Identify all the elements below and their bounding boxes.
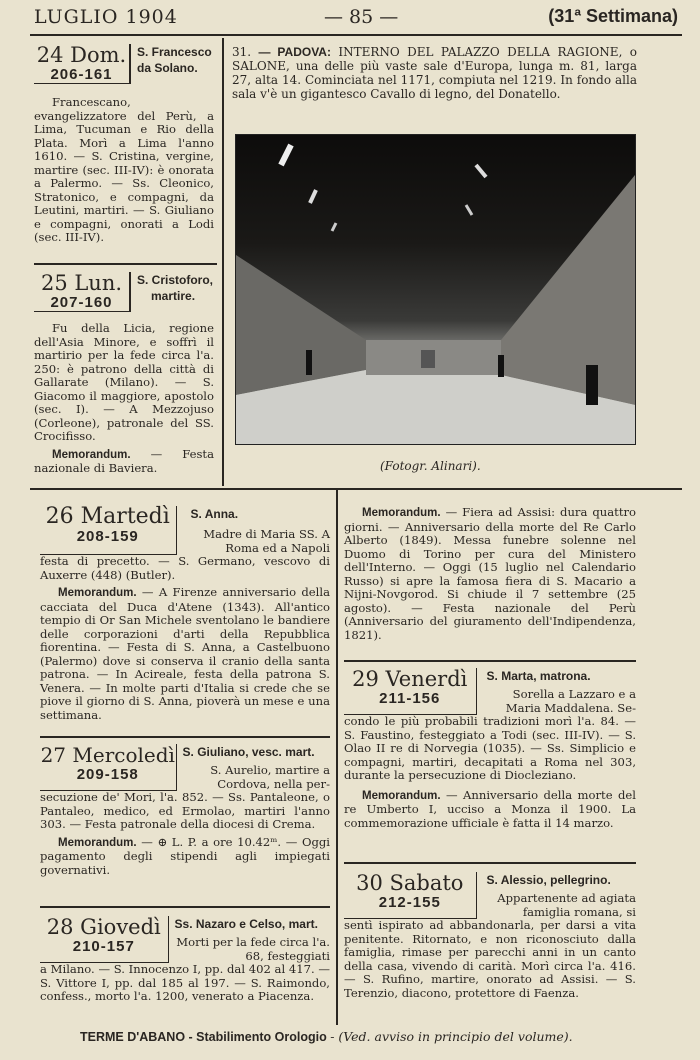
header-rule — [30, 34, 682, 36]
day-24-saint: S. Francesco da Solano. — [130, 44, 212, 84]
rule-26 — [40, 736, 330, 738]
rule-27 — [40, 906, 330, 908]
rule-24 — [34, 263, 217, 265]
day-24-number: 206-161 — [50, 66, 113, 83]
day-30-saint: S. Alessio, pellegrino. — [486, 873, 611, 887]
column-divider-bottom — [336, 490, 338, 1025]
rule-right-memo — [344, 660, 636, 662]
day-28-lead: Morti per la fede circa l'a. 68, festeggiati — [176, 935, 330, 963]
day-30-text: sentì ispirato ad abbandonarla, per darsi a vita penitente. Ritornato, e non riconosciuto dalla famiglia, rimase per parecchi anni in un canto della casa, vivendo di carità. Morì circa l'a. 416. — S. Rufino, martire, onorato ad Assisi. — S. Terenzio, diacono, protettore di Faenza. — [344, 918, 636, 1000]
day-27-box — [40, 744, 177, 791]
day-29-number: 211-156 — [379, 690, 441, 707]
day-30-box — [344, 872, 477, 919]
day-26-number: 208-159 — [76, 528, 139, 545]
day-28 — [40, 916, 330, 1004]
photo-drawing — [236, 135, 635, 444]
day-29-name: 29 Venerdì — [352, 667, 468, 691]
day-30 — [344, 872, 636, 1000]
day-29-box — [344, 668, 477, 715]
day-26-text: festa di precetto. — S. Germano, vescovo di Auxerre (448) (Butler). — [40, 554, 330, 582]
day-28-text: a Milano. — S. Innocenzo I, pp. dal 402 al 417. — S. Vittore I, pp. dal 185 al 197. — S. Raimondo, confess., morto l'a. 1200, venerato a Piacenza. — [40, 962, 330, 1003]
right-memo: Memorandum. — Fiera ad Assisi: dura quattro giorni. — Anniversario della morte del Re Carlo Alberto (1849). Messa funebre solenne nel Duomo di Torino per cura del Ministero dell'Interno. — Oggi (15 luglio nel Calendario Russo) si apre la famosa fiera di S. Macario a Nijni-Novgorod. Si chiude il 7 settembre (25 agosto). — Festa nazionale del Perù (Anniversario del giuramento dell'Indipendenza, 1821). — [344, 505, 636, 642]
day-26 — [40, 506, 330, 722]
day-26-saint: S. Anna. — [190, 507, 239, 521]
day-27-text: secuzione de' Mori, l'a. 852. — Ss. Pantaleone, o Pantaleo, medico, ed Ermolao, martiri l'anno 303. — Festa patronale della diocesi di Crema. — [40, 790, 330, 831]
day-28-saint: Ss. Nazaro e Celso, mart. — [174, 917, 318, 931]
day-25-memo: Memorandum. — Festa nazionale di Baviera. — [34, 446, 215, 475]
day-25-box — [34, 272, 130, 312]
day-25-number: 207-160 — [50, 294, 113, 311]
day-26-name: 26 Martedì — [45, 504, 170, 529]
day-25-text: Fu della Licia, regione dell'Asia Minore, e soffrì il martirio per la fede circa l'a. 250: è patrono della città di Gallarate (Milano). — S. Giacomo il maggiore, apostolo (sec. I). — A Mezzojuso (Corleone), patronale del SS. Crocifisso. — [34, 321, 214, 443]
padova-caption: 31. — PADOVA: INTERNO DEL PALAZZO DELLA RAGIONE, o SALONE, una delle più vaste sale d'Europa, lunga m. 81, larga 27, alta 14. Cominciata nel 1171, compiuta nel 1219. In fondo alla sala v'è un gigantesco Cavallo di legno, del Donatello. — [232, 45, 637, 101]
day-26-memo: Memorandum. — A Firenze anniversario della cacciata del Duca d'Atene (1343). All'antico tempio di Or San Michele sventolano le bandiere delle corporazioni d'arti della Repubblica fiorentina. — Festa di S. Anna, a Castelbuono (Palermo) dove si conserva il cranio della santa patrona. — In Acireale, festa della patrona S. Venera. — In molte parti d'Italia si crede che se piove il giorno di S. Anna, pioverà un mese e una settimana. — [40, 585, 330, 722]
day-27-name: 27 Mercoledì — [40, 743, 175, 767]
day-30-number: 212-155 — [378, 894, 441, 911]
photo-credit: (Fotogr. Alinari). — [380, 459, 481, 473]
padova-salone-photo — [235, 134, 636, 445]
day-27-memo: Memorandum. — ⊕ L. P. a ore 10.42ᵐ. — Oggi pagamento degli stipendi agli impiegati governativi. — [40, 834, 331, 877]
day-28-box — [40, 916, 169, 963]
month-year: LUGLIO 1904 — [34, 6, 178, 28]
day-24-text: Francescano, evangelizzatore del Perù, a Lima, Tucuman e Rio della Plata. Morì a Lima l'anno 1610. — S. Cristina, vergine, martire (sec. III-IV): è onorata a Palermo. — Ss. Cleonico, Stratonico, e compagni, da Leutini, martiri. — S. Giuliano e compagni, onorati a Lodi (sec. III-IV). — [34, 95, 214, 244]
day-24-name: 24 Dom. — [36, 43, 127, 67]
day-25-name: 25 Lun. — [40, 271, 123, 295]
day-24 — [34, 44, 214, 245]
page-number: — 85 — — [324, 6, 399, 28]
day-26-box — [40, 506, 177, 555]
day-27 — [40, 744, 330, 877]
day-26-lead: Madre di Maria SS. A Roma ed a Napoli — [203, 527, 330, 555]
page-footer: TERME D'ABANO - Stabilimento Orologio - (Ved. avviso in principio del volume). — [80, 1029, 573, 1044]
day-28-number: 210-157 — [72, 938, 135, 955]
page-header — [34, 6, 678, 32]
day-30-name: 30 Sabato — [356, 871, 464, 895]
day-29-lead: Sorella a Lazzaro e a Maria Maddalena. Se- — [505, 687, 636, 715]
section-rule — [30, 488, 682, 490]
column-divider-top — [222, 38, 224, 486]
day-27-number: 209-158 — [76, 766, 139, 783]
week-number: (31ª Settimana) — [548, 6, 678, 26]
day-27-lead: S. Aurelio, martire a Cordova, nella per- — [210, 763, 330, 791]
day-29 — [344, 668, 636, 830]
day-29-text: condo le più probabili tradizioni morì l'a. 84. — S. Faustino, festeggiato a Todi (sec. III-IV). — S. Olao II re di Norvegia (1035). — Ss. Simplicio e compagni, martiri, decapitati a Roma nel 303, durante la persecuzione di Diocleziano. — [344, 714, 636, 782]
day-28-name: 28 Giovedì — [46, 915, 161, 939]
day-29-saint: S. Marta, matrona. — [486, 669, 591, 683]
day-25 — [34, 272, 214, 476]
day-27-saint: S. Giuliano, vesc. mart. — [182, 745, 315, 759]
day-29-memo: Memorandum. — Anniversario della morte del re Umberto I, ucciso a Monza il 1900. La commemorazione ufficiale è fatta il 14 marzo. — [344, 787, 636, 830]
day-24-box — [34, 44, 130, 84]
rule-29 — [344, 862, 636, 864]
day-25-saint: S. Cristoforo, martire. — [130, 272, 213, 312]
day-30-lead: Appartenente ad agiata famiglia romana, si — [497, 891, 636, 919]
